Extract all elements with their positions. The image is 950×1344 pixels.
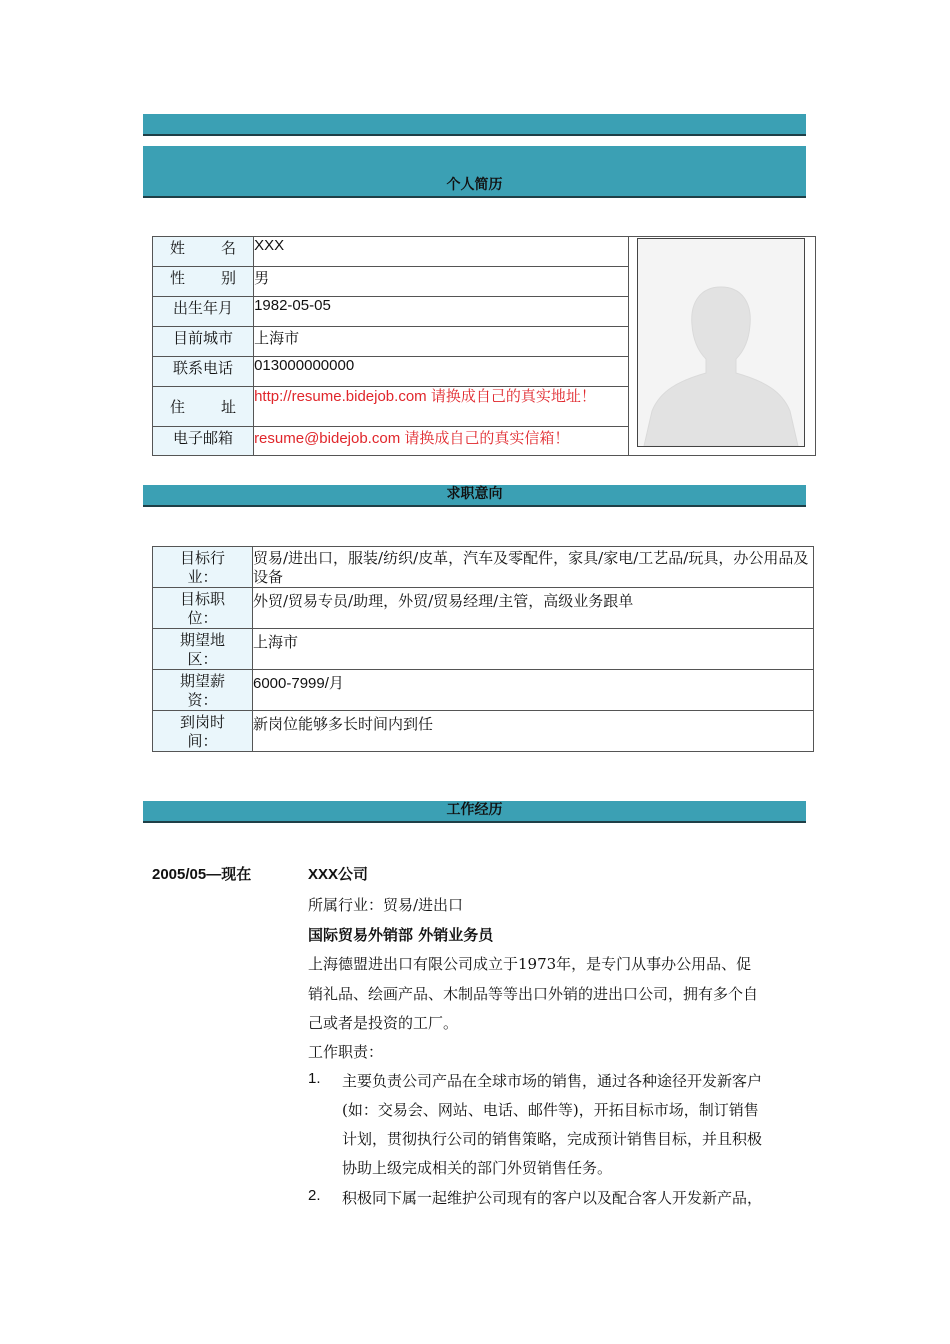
work-industry: 所属行业：贸易/进出口 — [308, 896, 464, 914]
duty-number: 2. — [308, 1187, 321, 1204]
duty-line: 计划，贯彻执行公司的销售策略，完成预计销售目标，并且积极 — [342, 1130, 763, 1148]
intent-start-value: 新岗位能够多长时间内到任 — [253, 711, 814, 752]
top-decor-bar — [143, 114, 806, 136]
phone-value: 013000000000 — [254, 357, 629, 387]
page-title: 个人简历 — [446, 177, 503, 193]
duty-line: 主要负责公司产品在全球市场的销售，通过各种途径开发新客户 — [342, 1072, 763, 1090]
work-period: 2005/05—现在 — [152, 866, 252, 883]
work-section-bar — [143, 801, 806, 823]
birth-value: 1982-05-05 — [254, 297, 629, 327]
intent-table — [152, 546, 814, 752]
gender-value: 男 — [254, 267, 629, 297]
birth-label: 出生年月 — [153, 297, 254, 327]
email-value[interactable]: resume@bidejob.com 请换成自己的真实信箱！ — [254, 427, 629, 456]
duty-line: (如：交易会、网站、电话、邮件等)，开拓目标市场，制订销售 — [342, 1101, 759, 1119]
intent-start-label: 到岗时间： — [153, 711, 253, 752]
work-company: XXX公司 — [308, 866, 369, 883]
intent-section-bar — [143, 485, 806, 507]
intent-position-label: 目标职位： — [153, 588, 253, 629]
duty-line: 积极同下属一起维护公司现有的客户以及配合客人开发新产品， — [342, 1189, 763, 1207]
intent-industry-value: 贸易/进出口，服装/纺织/皮革，汽车及零配件，家具/家电/工艺品/玩具，办公用品及设备 — [253, 547, 814, 588]
work-dept-role: 国际贸易外销部 外销业务员 — [308, 926, 494, 944]
duty-number: 1. — [308, 1070, 321, 1087]
phone-label: 联系电话 — [153, 357, 254, 387]
name-value: XXX — [254, 237, 629, 267]
gender-label: 性 别 — [153, 267, 254, 297]
intent-industry-label: 目标行业： — [153, 547, 253, 588]
intent-salary-value: 6000-7999/月 — [253, 670, 814, 711]
photo-cell — [629, 237, 816, 456]
personal-info-table — [152, 236, 816, 456]
work-title: 工作经历 — [446, 802, 503, 818]
address-value[interactable]: http://resume.bidejob.com 请换成自己的真实地址！ — [254, 387, 629, 427]
city-value: 上海市 — [254, 327, 629, 357]
intent-region-value: 上海市 — [253, 629, 814, 670]
address-label: 住 址 — [153, 387, 254, 427]
intent-position-value: 外贸/贸易专员/助理，外贸/贸易经理/主管，高级业务跟单 — [253, 588, 814, 629]
intent-salary-label: 期望薪资： — [153, 670, 253, 711]
work-desc-line: 己或者是投资的工厂。 — [308, 1014, 459, 1032]
work-duties-label: 工作职责： — [308, 1043, 384, 1061]
name-label: 姓 名 — [153, 237, 254, 267]
email-label: 电子邮箱 — [153, 427, 254, 456]
intent-region-label: 期望地区： — [153, 629, 253, 670]
title-bar — [143, 146, 806, 198]
work-desc-line: 上海德盟进出口有限公司成立于1973年，是专门从事办公用品、促 — [308, 955, 752, 973]
duty-line: 协助上级完成相关的部门外贸销售任务。 — [342, 1159, 613, 1177]
work-desc-line: 销礼品、绘画产品、木制品等等出口外销的进出口公司，拥有多个自 — [308, 985, 759, 1003]
intent-title: 求职意向 — [446, 486, 503, 502]
person-silhouette-icon — [637, 238, 805, 447]
city-label: 目前城市 — [153, 327, 254, 357]
